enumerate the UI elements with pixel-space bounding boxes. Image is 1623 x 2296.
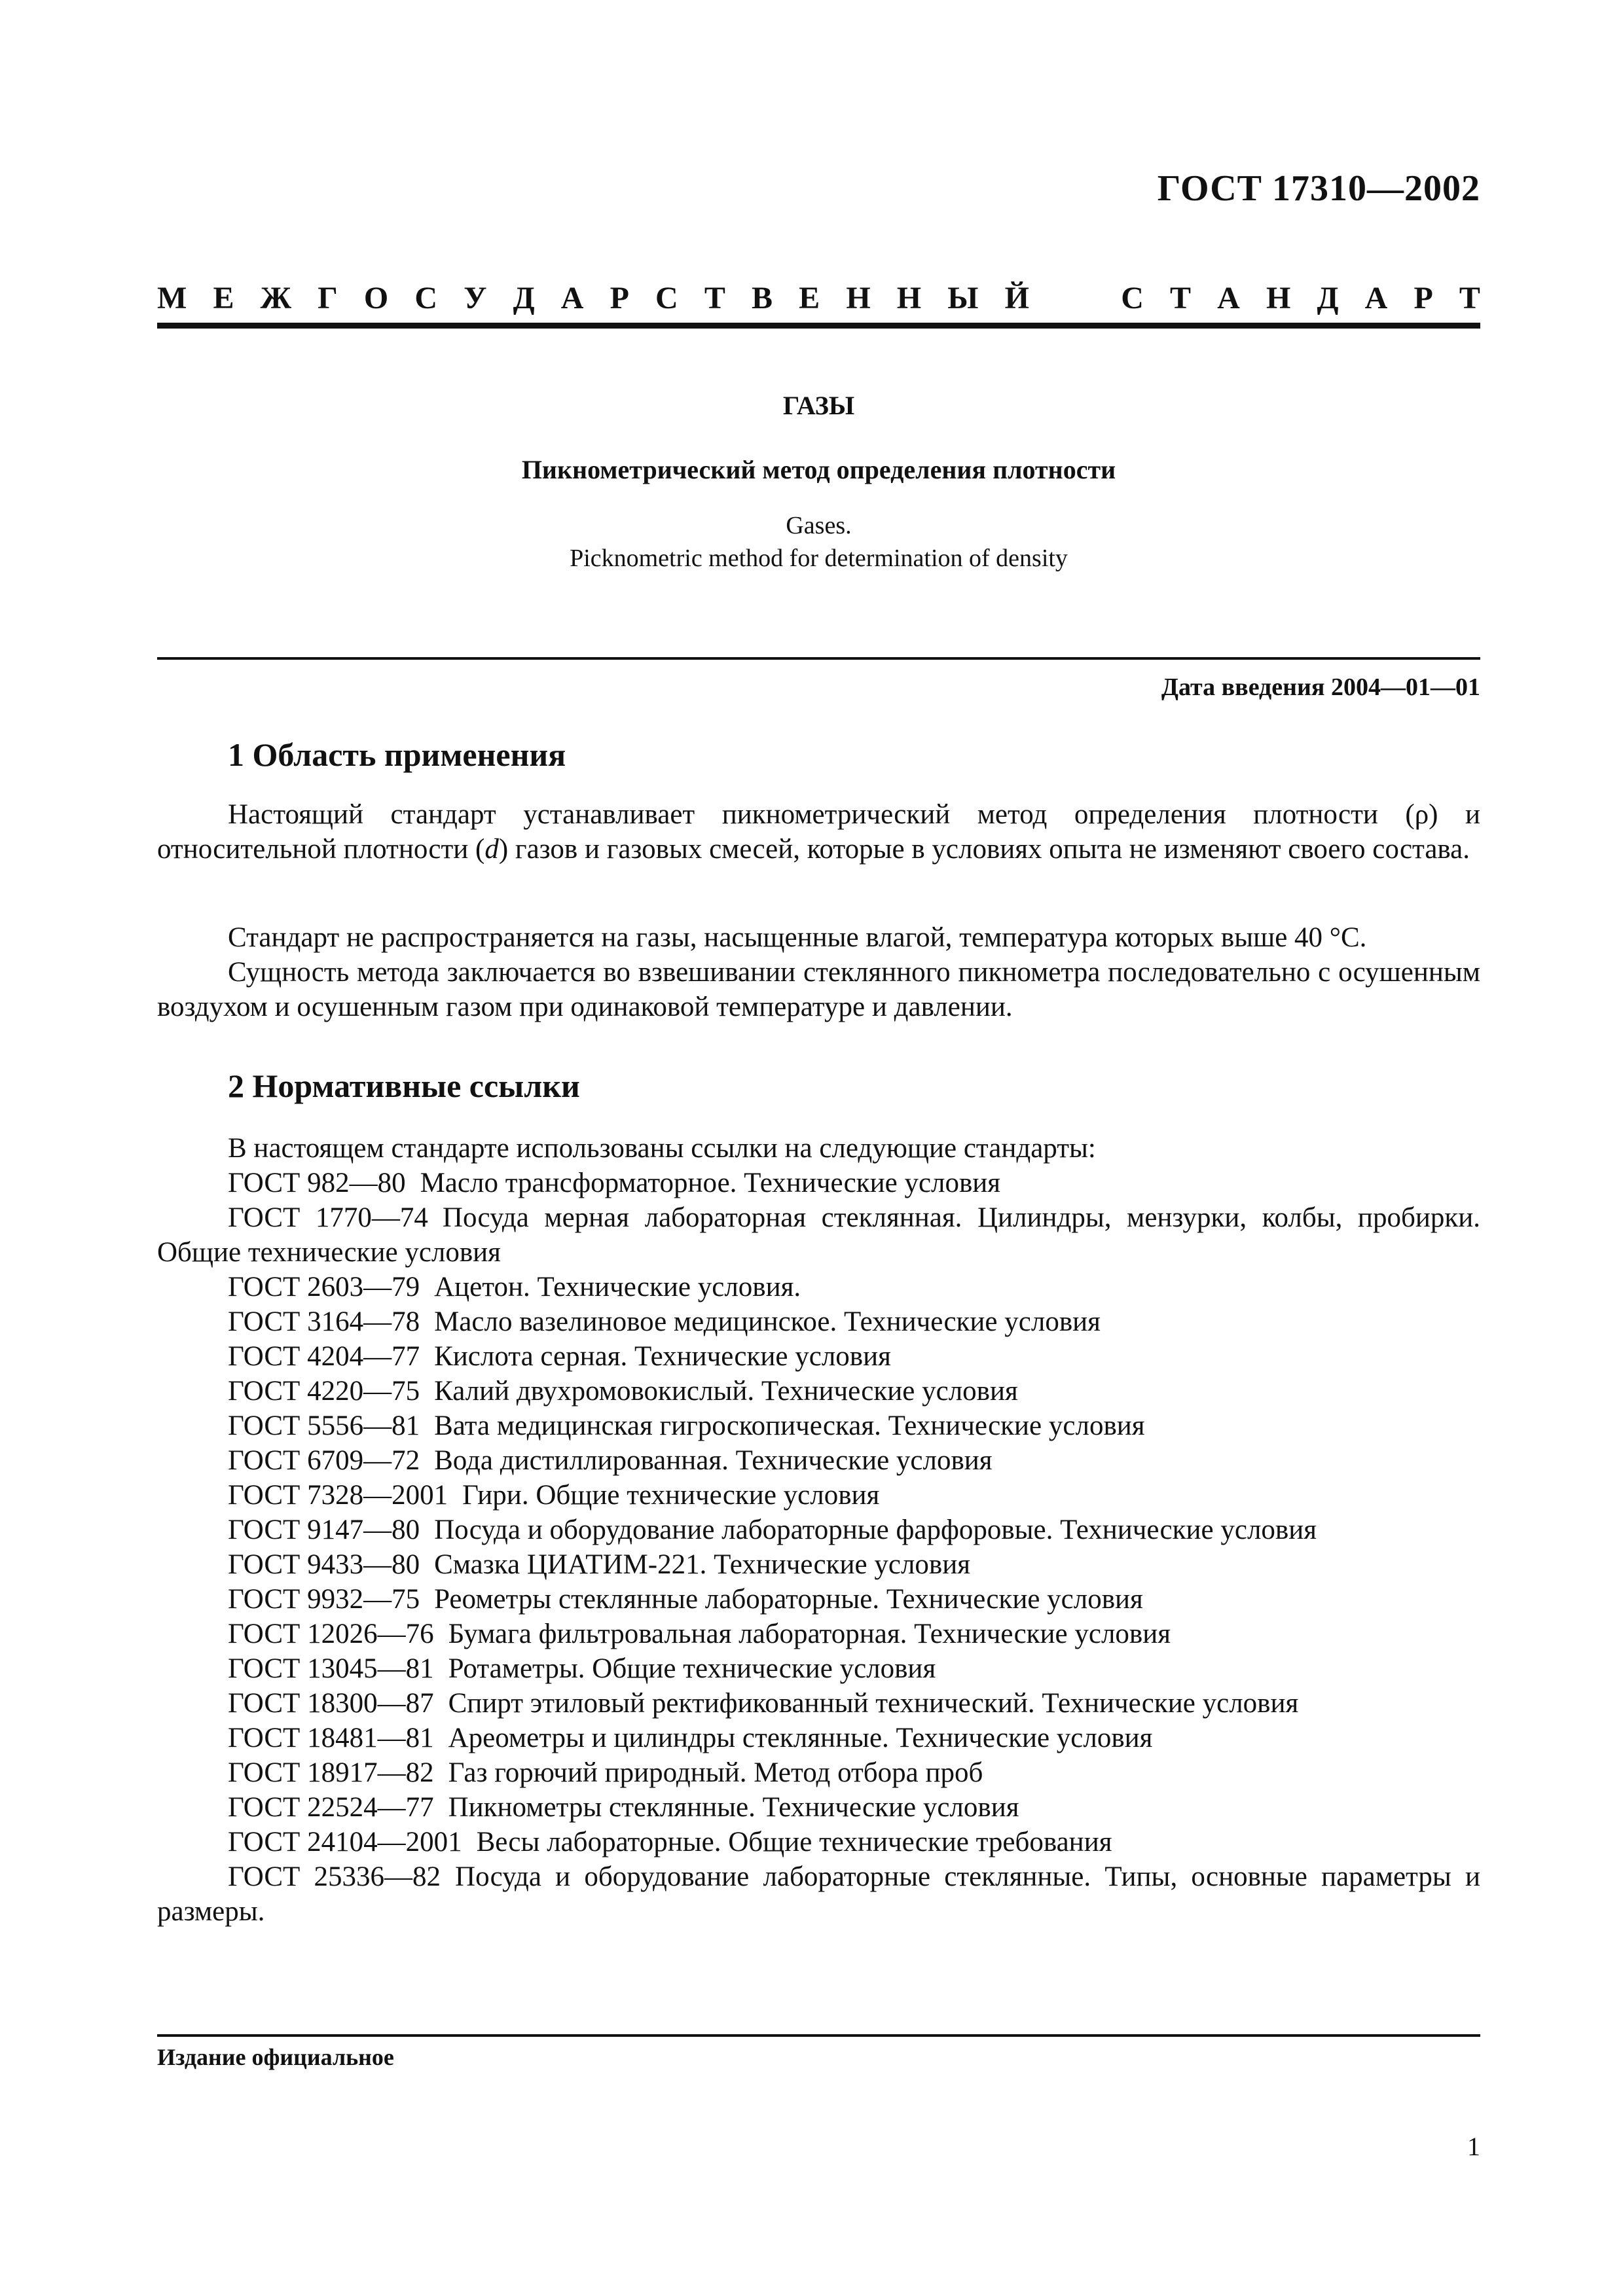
document-subtitle: Пикнометрический метод определения плотности [521,455,1116,484]
reference-title: Пикнометры стеклянные. Технические условия [448,1792,1019,1823]
reference-code: ГОСТ 4220—75 [228,1376,420,1407]
reference-code: ГОСТ 9147—80 [228,1515,420,1545]
interstate-heading-letter: Й [1004,281,1029,315]
interstate-heading-letter: Т [1459,281,1480,315]
interstate-heading-letter: Н [1266,281,1291,315]
reference-code: ГОСТ 12026—76 [228,1619,434,1649]
header-rule [157,323,1480,329]
interstate-heading-letter: Т [704,281,725,315]
page-number: 1 [1467,2132,1480,2161]
interstate-heading-letter: А [1364,281,1388,315]
reference-item [228,1686,1298,1721]
reference-title: Кислота серная. Технические условия [434,1341,891,1372]
reference-item [228,1374,1018,1408]
reference-item [228,1755,983,1790]
interstate-heading-letter: Р [1413,281,1433,315]
paragraph-text: Настоящий стандарт устанавливает пикнометрический метод определения плотности (ρ) и относительной плотности ( [157,799,1480,865]
reference-title: Масло трансформаторное. Технические условия [420,1168,1001,1198]
reference-item [157,1859,1480,1929]
reference-code: ГОСТ 18481—81 [228,1723,434,1753]
interstate-heading-letter: Р [610,281,629,315]
reference-item [228,1790,1019,1825]
interstate-heading-letter: Н [896,281,922,315]
title-rule [157,657,1480,660]
reference-title: Газ горючий природный. Метод отбора проб [448,1757,983,1788]
section-1-heading: 1 Область применения [228,736,566,773]
reference-title: Смазка ЦИАТИМ-221. Технические условия [434,1549,970,1580]
reference-code: ГОСТ 9433—80 [228,1549,420,1580]
reference-item [228,1339,891,1374]
reference-item [228,1270,801,1304]
reference-item [228,1582,1143,1617]
references-intro: В настоящем стандарте использованы ссылки на следующие стандарты: [228,1133,1096,1164]
interstate-heading-letter: Е [213,281,234,315]
footer-rule [157,2034,1480,2037]
standard-number: ГОСТ 17310—2002 [1157,168,1480,209]
interstate-heading-letter: У [464,281,487,315]
interstate-heading-letter: С [655,281,678,315]
reference-code: ГОСТ 22524—77 [228,1792,434,1823]
reference-title: Посуда мерная лабораторная стеклянная. Цилиндры, мензурки, колбы, пробирки. Общие технические условия [157,1202,1480,1268]
english-title-line2: Picknometric method for determination of density [570,545,1068,572]
interstate-heading-letter: М [157,281,187,315]
reference-title: Вода дистиллированная. Технические условия [434,1445,993,1476]
reference-code: ГОСТ 6709—72 [228,1445,420,1476]
reference-title: Калий двухромовокислый. Технические условия [434,1376,1018,1407]
section-1-paragraph-2 [157,920,1480,955]
reference-code: ГОСТ 25336—82 [228,1861,441,1892]
reference-code: ГОСТ 18300—87 [228,1688,434,1719]
interstate-heading-letter: О [363,281,389,315]
interstate-heading-letter: Н [846,281,871,315]
reference-title: Реометры стеклянные лабораторные. Технические условия [434,1584,1143,1615]
reference-title: Бумага фильтровальная лабораторная. Технические условия [448,1619,1171,1649]
section-1-paragraph-3 [157,955,1480,1024]
reference-code: ГОСТ 7328—2001 [228,1480,448,1511]
interstate-heading-letter: Ы [947,281,979,315]
reference-title: Посуда и оборудование лабораторные фарфоровые. Технические условия [434,1515,1317,1545]
official-edition-label: Издание официальное [157,2044,394,2070]
reference-code: ГОСТ 1770—74 [228,1202,428,1233]
reference-code: ГОСТ 9932—75 [228,1584,420,1615]
interstate-heading-letter: Е [799,281,820,315]
paragraph-text: Сущность метода заключается во взвешивании стеклянного пикнометра последовательно с осушенным воздухом и осушенным газом при одинаковой температуре и давлении. [157,957,1480,1022]
english-title [157,509,1480,575]
reference-item [228,1513,1317,1547]
interstate-heading-letter: С [414,281,438,315]
reference-code: ГОСТ 18917—82 [228,1757,434,1788]
reference-code: ГОСТ 2603—79 [228,1272,420,1302]
reference-code: ГОСТ 5556—81 [228,1410,420,1441]
english-title-line1: Gases. [786,512,852,539]
reference-item [228,1166,1000,1200]
reference-item [228,1721,1152,1755]
reference-code: ГОСТ 3164—78 [228,1306,420,1337]
document-title: ГАЗЫ [782,391,855,420]
reference-title: Ротаметры. Общие технические условия [448,1653,936,1684]
interstate-heading-letter: А [560,281,584,315]
reference-code: ГОСТ 13045—81 [228,1653,434,1684]
reference-title: Вата медицинская гигроскопическая. Технические условия [434,1410,1145,1441]
reference-title: Ацетон. Технические условия. [434,1272,801,1302]
interstate-heading-letter: Д [513,281,535,315]
reference-item [228,1825,1112,1859]
paragraph-italic-d: d [484,834,499,865]
word-gap [1055,280,1095,316]
section-1-paragraph-1 [157,797,1480,867]
reference-item [228,1547,970,1582]
interstate-heading-letter: Д [1317,281,1339,315]
reference-title: Весы лабораторные. Общие технические требования [476,1827,1112,1857]
reference-item [228,1478,879,1513]
reference-code: ГОСТ 4204—77 [228,1341,420,1372]
interstate-heading-letter: С [1121,281,1144,315]
interstate-heading-letter: В [752,281,773,315]
interstate-heading-letter: Г [318,281,338,315]
reference-title: Посуда и оборудование лабораторные стеклянные. Типы, основные параметры и размеры. [157,1861,1480,1927]
reference-item [228,1304,1101,1339]
interstate-heading-letter: Т [1170,281,1192,315]
reference-code: ГОСТ 982—80 [228,1168,406,1198]
reference-item [228,1617,1171,1651]
paragraph-text: Стандарт не распространяется на газы, насыщенные влагой, температура которых выше 40 °С. [228,922,1367,953]
reference-title: Масло вазелиновое медицинское. Технические условия [434,1306,1101,1337]
interstate-heading-letter: А [1217,281,1240,315]
interstate-heading-letter: Ж [260,281,292,315]
reference-title: Гири. Общие технические условия [462,1480,880,1511]
reference-code: ГОСТ 24104—2001 [228,1827,462,1857]
reference-title: Спирт этиловый ректификованный технический. Технические условия [448,1688,1299,1719]
reference-title: Ареометры и цилиндры стеклянные. Технические условия [448,1723,1153,1753]
section-2-heading: 2 Нормативные ссылки [228,1067,580,1104]
reference-item [157,1200,1480,1270]
introduction-date: Дата введения 2004—01—01 [1161,673,1480,701]
reference-item [228,1651,936,1686]
interstate-standard-heading [157,280,1480,316]
reference-item [228,1443,993,1478]
paragraph-text: ) газов и газовых смесей, которые в условиях опыта не изменяют своего состава. [498,834,1470,865]
reference-item [228,1408,1145,1443]
